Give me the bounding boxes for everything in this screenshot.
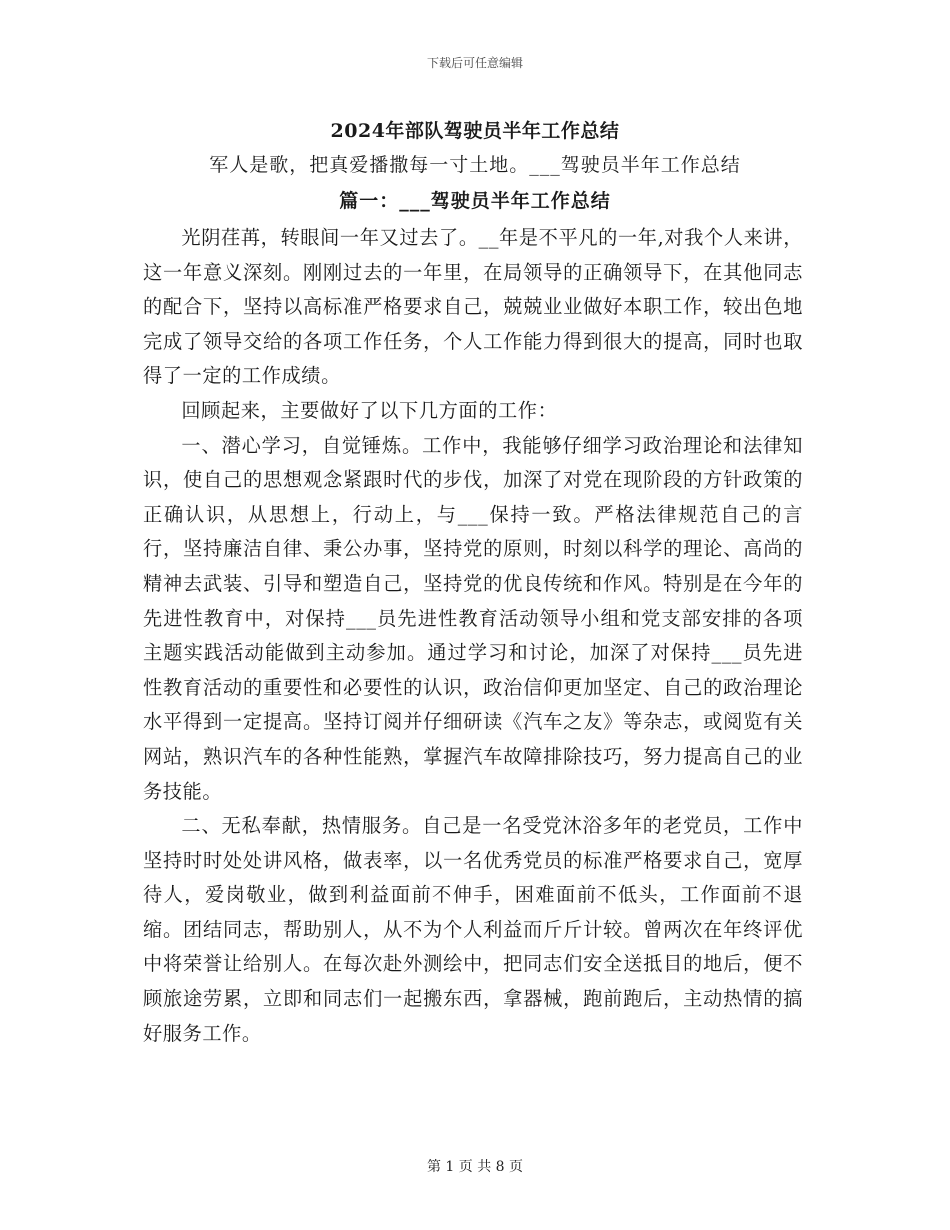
body-text: [143, 221, 803, 1051]
header-note: 下载后可任意编辑: [426, 56, 523, 70]
paragraph: 回顾起来，主要做好了以下几方面的工作：: [181, 398, 558, 422]
paragraph: 二、无私奉献，热情服务。自己是一名受党沐浴多年的老党员，工作中坚持时时处处讲风格，做表率，以一名优秀党员的标准严格要求自己，宽厚待人，爱岗敬业，做到利益面前不伸手，困难面前不低头，工作面前不退缩。团结同志，帮助别人，从不为个人利益而斤斤计较。曾两次在年终评优中将荣誉让给别人。在每次赴外测绘中，把同志们安全送抵目的地后，便不顾旅途劳累，立即和同志们一起搬东西，拿器械，跑前跑后，主动热情的搞好服务工作。: [143, 814, 803, 1045]
page-footer: 第 1 页 共 8 页: [426, 1159, 524, 1175]
section-heading: 篇一：___驾驶员半年工作总结: [339, 190, 611, 212]
document-subtitle: 军人是歌，把真爱播撒每一寸土地。___驾驶员半年工作总结: [209, 154, 741, 176]
paragraph: 光阴荏苒，转眼间一年又过去了。__年是不平凡的一年,对我个人来讲，这一年意义深刻。刚刚过去的一年里，在局领导的正确领导下，在其他同志的配合下，坚持以高标准严格要求自己，兢兢业业做好本职工作，较出色地完成了领导交给的各项工作任务，个人工作能力得到很大的提高，同时也取得了一定的工作成绩。: [143, 226, 803, 388]
paragraph: 一、潜心学习，自觉锤炼。工作中，我能够仔细学习政治理论和法律知识，使自己的思想观念紧跟时代的步伐，加深了对党在现阶段的方针政策的正确认识，从思想上，行动上，与___保持一致。严格法律规范自己的言行，坚持廉洁自律、秉公办事，坚持党的原则，时刻以科学的理论、高尚的精神去武装、引导和塑造自己，坚持党的优良传统和作风。特别是在今年的先进性教育中，对保持___员先进性教育活动领导小组和党支部安排的各项主题实践活动能做到主动参加。通过学习和讨论，加深了对保持___员先进性教育活动的重要性和必要性的认识，政治信仰更加坚定、自己的政治理论水平得到一定提高。坚持订阅并仔细研读《汽车之友》等杂志，或阅览有关网站，熟识汽车的各种性能熟，掌握汽车故障排除技巧，努力提高自己的业务技能。: [143, 433, 803, 803]
document-title: 2024年部队驾驶员半年工作总结: [330, 120, 620, 142]
